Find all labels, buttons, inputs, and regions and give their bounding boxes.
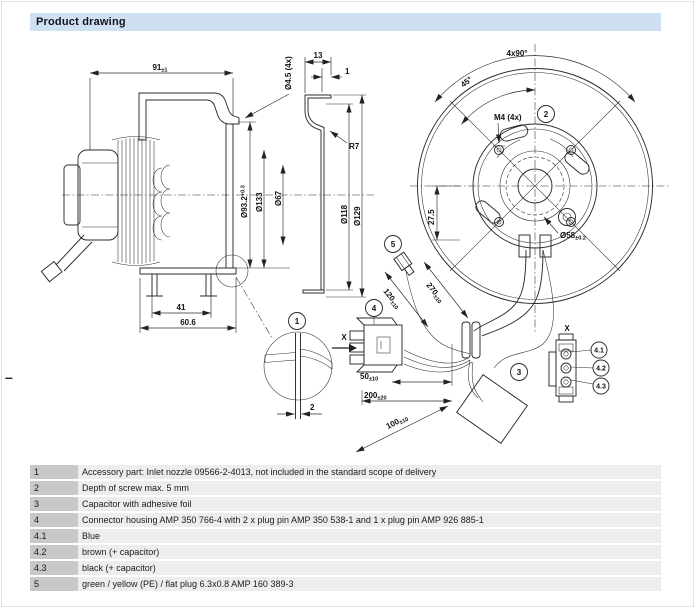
svg-text:13: 13 xyxy=(313,51,323,60)
table-row xyxy=(30,497,661,511)
table-row xyxy=(30,513,661,527)
row-number-cell: 4.1 xyxy=(30,529,78,543)
row-number-cell: 2 xyxy=(30,481,78,495)
connector-housing xyxy=(350,318,402,372)
connector-x-view xyxy=(549,324,609,402)
table-row xyxy=(30,465,661,479)
parts-legend-table xyxy=(30,463,661,593)
svg-text:4x90°: 4x90° xyxy=(506,49,528,58)
row-number-cell: 4.3 xyxy=(30,561,78,575)
svg-text:2: 2 xyxy=(543,110,549,119)
row-number-cell: 4.2 xyxy=(30,545,78,559)
dim-dia-129 xyxy=(326,95,366,297)
row-desc-cell: Connector housing AMP 350 766-4 with 2 x plug pin AMP 350 538-1 and 1 x plug pin AMP 926 885-1 xyxy=(78,513,661,527)
svg-text:1: 1 xyxy=(294,317,300,326)
svg-text:2: 2 xyxy=(310,403,315,412)
row-number-cell: 1 xyxy=(30,465,78,479)
svg-text:Ø129: Ø129 xyxy=(353,206,362,226)
svg-text:Ø133: Ø133 xyxy=(255,192,264,212)
dim-1 xyxy=(311,68,342,92)
row-desc-cell: brown (+ capacitor) xyxy=(78,545,661,559)
capacitor xyxy=(457,375,528,444)
svg-text:4.3: 4.3 xyxy=(596,383,606,391)
detail-leader-line xyxy=(236,277,272,338)
dim-dia-118 xyxy=(326,104,353,290)
wiring-diagram xyxy=(332,236,554,453)
svg-text:41: 41 xyxy=(176,303,186,312)
row-desc-cell: black (+ capacitor) xyxy=(78,561,661,575)
svg-text:270±10: 270±10 xyxy=(424,280,442,306)
detail-view-1 xyxy=(264,313,332,420)
dim-r7: R7 xyxy=(349,142,360,151)
margin-dash: – xyxy=(5,369,13,385)
section-header xyxy=(30,13,661,31)
row-number-cell: 5 xyxy=(30,577,78,591)
svg-text:3: 3 xyxy=(516,368,522,377)
svg-text:120±10: 120±10 xyxy=(381,286,399,312)
svg-text:27.5: 27.5 xyxy=(427,209,436,225)
detail-marker-circle xyxy=(216,255,248,287)
row-number-cell: 3 xyxy=(30,497,78,511)
product-drawing-svg xyxy=(0,36,695,460)
row-number-cell: 4 xyxy=(30,513,78,527)
svg-text:Ø118: Ø118 xyxy=(340,204,349,224)
svg-text:50±10: 50±10 xyxy=(360,372,379,383)
row-desc-cell: green / yellow (PE) / flat plug 6.3x0.8 AMP 160 389-3 xyxy=(78,577,661,591)
svg-text:4.2: 4.2 xyxy=(596,365,606,373)
table-row xyxy=(30,561,661,575)
page-title: Product drawing xyxy=(36,16,126,28)
svg-text:Ø67: Ø67 xyxy=(274,190,283,206)
row-desc-cell: Capacitor with adhesive foil xyxy=(78,497,661,511)
view-x-label: X xyxy=(564,324,570,333)
flat-plug xyxy=(394,252,416,277)
svg-text:5: 5 xyxy=(390,240,396,249)
row-desc-cell: Accessory part: Inlet nozzle 09566-2-4013, not included in the standard scope of delivery xyxy=(78,465,661,479)
row-desc-cell: Blue xyxy=(78,529,661,543)
dim-100 xyxy=(356,406,448,452)
svg-text:60.6: 60.6 xyxy=(180,318,196,327)
dim-dia-58: Ø58±0.2 xyxy=(560,231,586,242)
svg-text:4.1: 4.1 xyxy=(594,347,604,355)
dim-dia-45: Ø4.5 (4x) xyxy=(284,56,293,90)
row-desc-cell: Depth of screw max. 5 mm xyxy=(78,481,661,495)
view-x-arrow xyxy=(349,344,357,352)
svg-text:Ø93.2+0.3: $Ø93.2^{+0.3}$ xyxy=(240,185,249,218)
table-row xyxy=(30,545,661,559)
table-row xyxy=(30,577,661,591)
dim-m4: M4 (4x) xyxy=(494,113,522,122)
svg-text:91±1: 91±1 xyxy=(152,63,168,74)
svg-text:45°: 45° xyxy=(458,74,475,90)
dim-91 xyxy=(90,73,233,150)
svg-text:4: 4 xyxy=(371,304,377,313)
dim-41 xyxy=(152,278,211,318)
inlet-nozzle-section xyxy=(245,51,366,297)
view-x-arrow-label: X xyxy=(341,333,347,342)
dim-275 xyxy=(432,186,460,240)
svg-text:1: 1 xyxy=(345,67,350,76)
dim-13 xyxy=(305,57,331,93)
front-view xyxy=(410,44,670,334)
svg-text:200±20: 200±20 xyxy=(364,391,387,402)
svg-text:100±10: 100±10 xyxy=(384,416,410,431)
table-row xyxy=(30,481,661,495)
table-row xyxy=(30,529,661,543)
